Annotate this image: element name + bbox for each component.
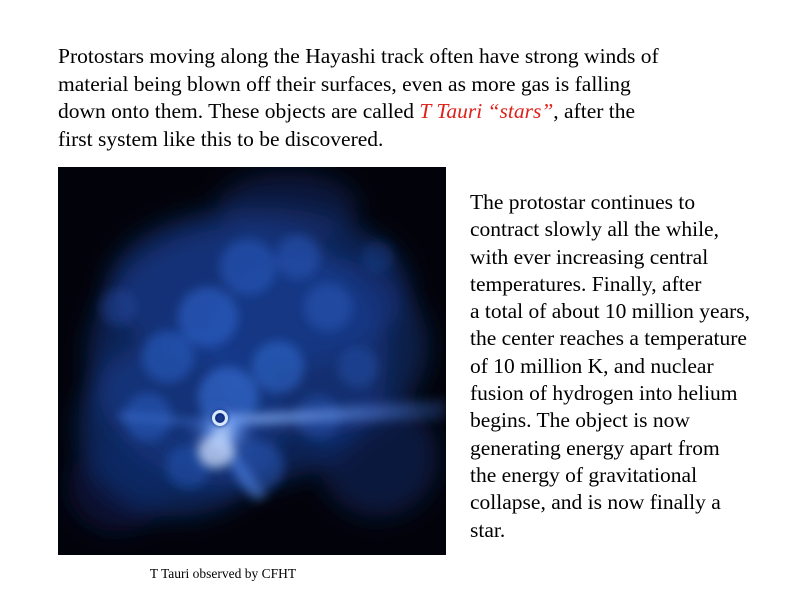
- intro-line-3-lead: down onto them. These objects are called: [58, 99, 420, 123]
- body-line-6: the center reaches a temperature: [470, 326, 747, 351]
- t-tauri-term: T Tauri “stars”: [419, 99, 554, 123]
- body-line-10: generating energy apart from: [470, 435, 720, 460]
- body-line-5: a total of about 10 million years,: [470, 299, 751, 324]
- body-line-11: the energy of gravitational: [470, 462, 698, 487]
- t-tauri-image: [58, 167, 446, 555]
- body-line-12: collapse, and is now finally a: [470, 490, 721, 515]
- intro-line-2: material being blown off their surfaces, even as more gas is falling: [58, 71, 631, 96]
- intro-line-4: first system like this to be discovered.: [58, 126, 384, 151]
- body-line-9: begins. The object is now: [470, 408, 690, 433]
- intro-paragraph: [58, 43, 758, 153]
- body-line-8: fusion of hydrogen into helium: [470, 381, 738, 406]
- body-line-7: of 10 million K, and nuclear: [470, 353, 714, 378]
- intro-line-3-tail: , after the: [553, 99, 636, 123]
- body-line-2: contract slowly all the while,: [470, 217, 719, 242]
- body-line-4: temperatures. Finally, after: [470, 271, 702, 296]
- intro-line-3: [58, 98, 758, 126]
- body-line-1: The protostar continues to: [470, 190, 696, 214]
- t-tauri-star: [212, 410, 228, 426]
- nebula-illustration: [58, 167, 446, 555]
- body-line-3: with ever increasing central: [470, 244, 709, 269]
- figure-caption: T Tauri observed by CFHT: [149, 566, 297, 581]
- body-line-13: star.: [470, 517, 506, 542]
- body-paragraph: [470, 189, 795, 544]
- intro-line-1: Protostars moving along the Hayashi track often have strong winds of: [58, 44, 659, 68]
